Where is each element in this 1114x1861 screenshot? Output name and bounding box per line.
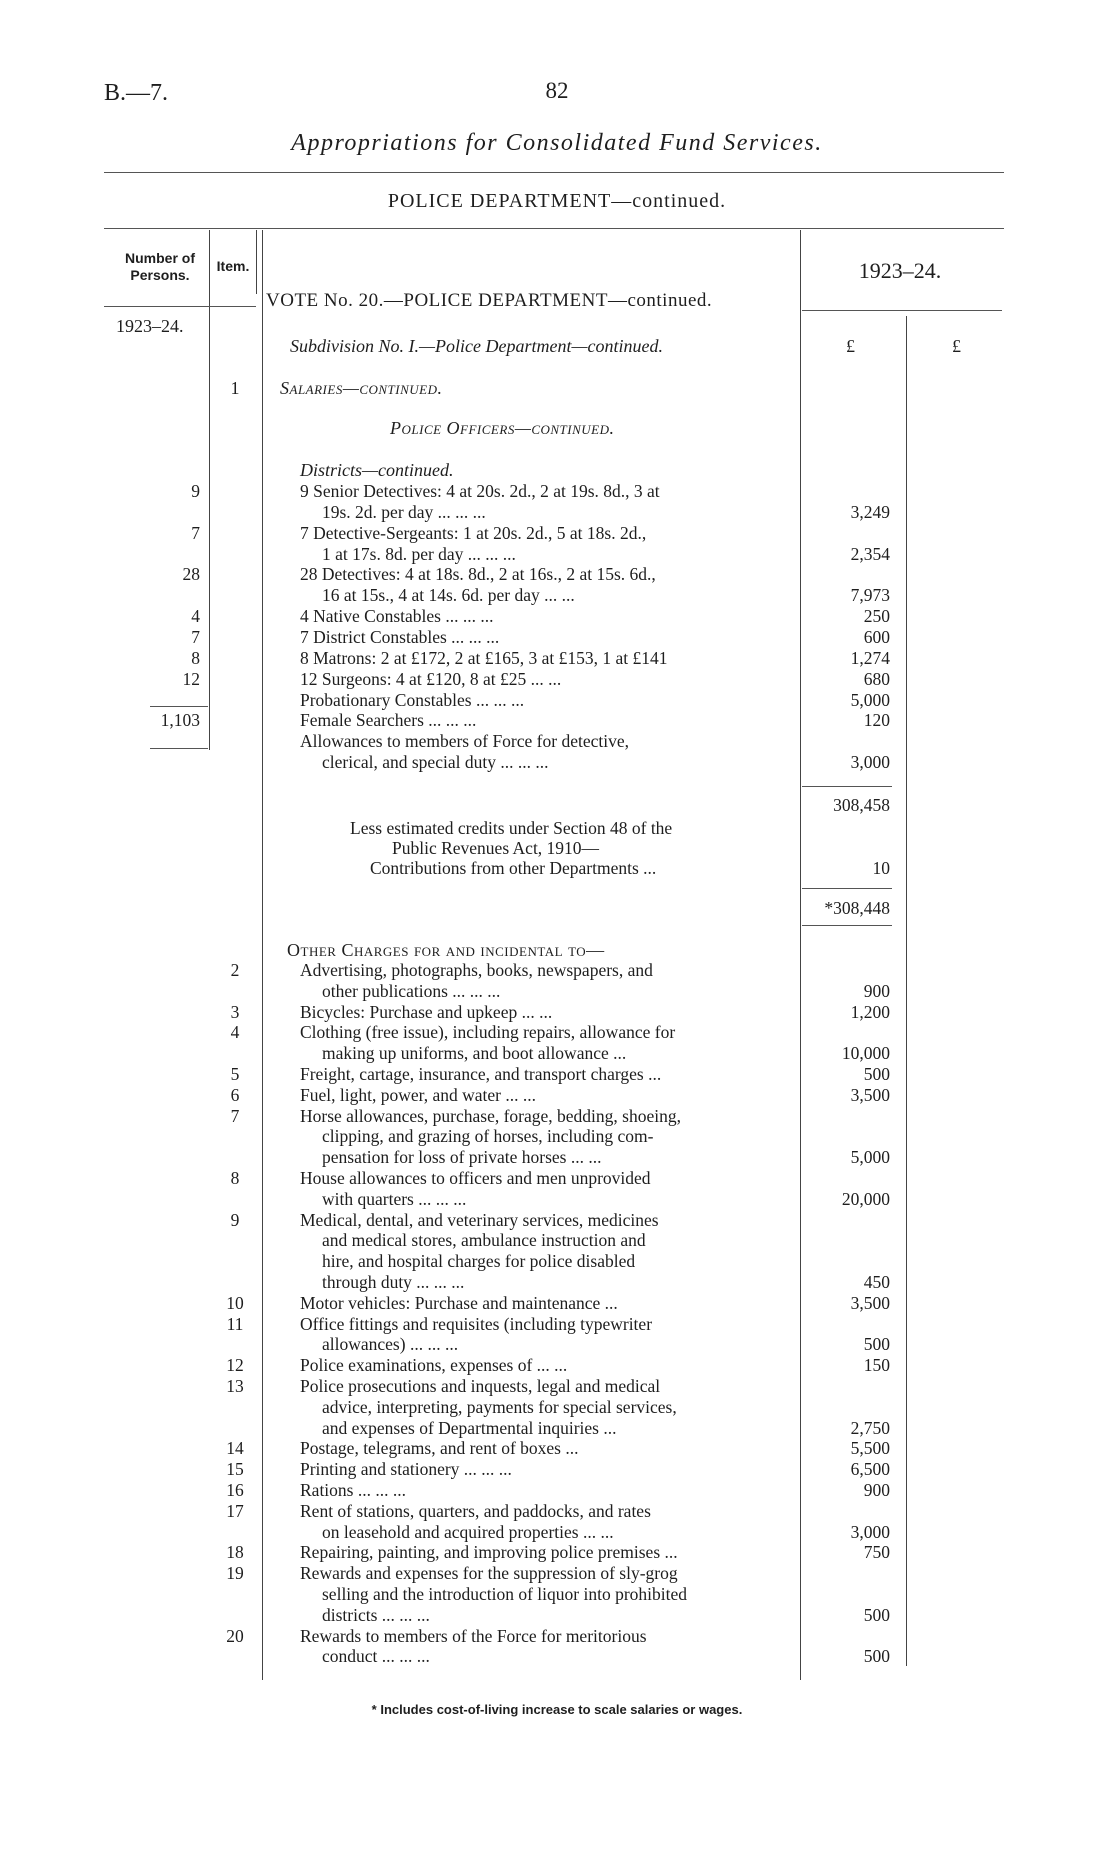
charge-row xyxy=(0,1126,1114,1146)
currency-symbol-2: £ xyxy=(952,336,961,356)
salary-description: 8 Matrons: 2 at £172, 2 at £165, 3 at £153, 1 at £141 xyxy=(300,647,668,668)
item-column-divider xyxy=(262,230,263,1680)
item-number: 16 xyxy=(226,1480,244,1500)
charge-row xyxy=(0,1314,1114,1334)
charge-row xyxy=(0,1563,1114,1583)
salaries-heading: Salaries—continued. xyxy=(280,378,443,398)
charge-row xyxy=(0,1230,1114,1250)
charge-row xyxy=(0,1480,1114,1500)
other-charges-heading: Other Charges for and incidental to— xyxy=(287,940,605,960)
charge-row xyxy=(0,1438,1114,1458)
charge-amount: 3,500 xyxy=(850,1084,890,1105)
charge-description: Postage, telegrams, and rent of boxes ... xyxy=(300,1438,579,1459)
charge-row xyxy=(0,1397,1114,1417)
charge-amount: 500 xyxy=(863,1064,890,1084)
salary-description: Allowances to members of Force for detective, xyxy=(300,731,629,752)
charge-description: Bicycles: Purchase and upkeep ... ... xyxy=(300,1001,553,1022)
charge-amount: 900 xyxy=(863,1480,890,1500)
salary-description: 12 Surgeons: 4 at £120, 8 at £25 ... ... xyxy=(300,668,562,689)
item-number: 10 xyxy=(226,1292,244,1313)
charge-description: Fuel, light, power, and water ... ... xyxy=(300,1084,536,1105)
salary-row xyxy=(0,523,1114,543)
salary-amount: 3,000 xyxy=(850,752,890,773)
charge-row xyxy=(0,1251,1114,1271)
less-credits-line-1: Less estimated credits under Section 48 of the xyxy=(350,818,673,838)
charge-amount: 3,500 xyxy=(850,1292,890,1313)
salary-amount: 3,249 xyxy=(850,501,890,522)
charge-row xyxy=(0,1522,1114,1542)
charge-row xyxy=(0,1355,1114,1375)
salary-row xyxy=(0,544,1114,564)
charge-row xyxy=(0,1022,1114,1042)
charge-description: Rewards to members of the Force for meritorious xyxy=(300,1625,647,1646)
persons-subtotal-rule xyxy=(150,706,208,707)
charge-row xyxy=(0,1106,1114,1126)
persons-total-rule xyxy=(150,748,208,749)
salary-row xyxy=(0,648,1114,668)
charge-amount: 5,000 xyxy=(850,1147,890,1168)
item-header-rule xyxy=(210,306,256,307)
salary-row xyxy=(0,627,1114,647)
item-number: 14 xyxy=(226,1438,244,1459)
charge-row xyxy=(0,1189,1114,1209)
salary-row xyxy=(0,606,1114,626)
charge-amount: 10,000 xyxy=(841,1043,890,1064)
subtotal-column-divider xyxy=(906,316,907,1666)
title-rule xyxy=(104,172,1004,173)
salary-amount: 600 xyxy=(863,626,890,647)
item-column-header: Item. xyxy=(216,258,250,274)
charge-description: clipping, and grazing of horses, including com- xyxy=(322,1126,654,1147)
charge-description: pensation for loss of private horses ... ... xyxy=(322,1147,602,1168)
salary-row xyxy=(0,710,1114,730)
item-number: 7 xyxy=(230,1105,240,1126)
item-number: 8 xyxy=(230,1168,240,1188)
salary-row xyxy=(0,564,1114,584)
item-number: 12 xyxy=(226,1355,244,1376)
charge-description: with quarters ... ... ... xyxy=(322,1188,467,1209)
charge-amount: 150 xyxy=(863,1355,890,1376)
salary-description: 7 Detective-Sergeants: 1 at 20s. 2d., 5 at 18s. 2d., xyxy=(300,522,647,543)
net-under-rule xyxy=(802,925,892,926)
persons-count: 1,103 xyxy=(160,710,200,731)
salary-description: 7 District Constables ... ... ... xyxy=(300,626,500,647)
persons-count: 7 xyxy=(191,626,200,647)
charge-row xyxy=(0,960,1114,980)
salary-amount: 250 xyxy=(863,606,890,627)
charge-description: Freight, cartage, insurance, and transport charges ... xyxy=(300,1064,662,1084)
charge-description: Advertising, photographs, books, newspapers, and xyxy=(300,960,653,980)
persons-year-label: 1923–24. xyxy=(116,316,184,336)
salary-amount: 1,274 xyxy=(850,647,890,668)
charge-description: districts ... ... ... xyxy=(322,1604,430,1625)
item-number: 2 xyxy=(230,960,240,980)
charge-row xyxy=(0,1043,1114,1063)
item-number: 19 xyxy=(226,1563,244,1584)
year-header-rule xyxy=(802,310,1002,311)
charge-amount: 1,200 xyxy=(850,1001,890,1022)
charge-amount: 2,750 xyxy=(850,1417,890,1438)
charge-description: Rent of stations, quarters, and paddocks, and rates xyxy=(300,1500,651,1521)
amount-column-divider xyxy=(800,230,801,1680)
subtotal-rule xyxy=(802,786,892,787)
charge-description: House allowances to officers and men unprovided xyxy=(300,1168,651,1188)
persons-count: 9 xyxy=(191,481,200,501)
charge-row xyxy=(0,1418,1114,1438)
salary-description: Probationary Constables ... ... ... xyxy=(300,689,525,710)
charge-description: on leasehold and acquired properties ... ... xyxy=(322,1521,614,1542)
subdivision-heading xyxy=(290,336,663,357)
salary-description: 9 Senior Detectives: 4 at 20s. 2d., 2 at 19s. 8d., 3 at xyxy=(300,481,660,501)
charge-row xyxy=(0,1376,1114,1396)
salary-description: 1 at 17s. 8d. per day ... ... ... xyxy=(322,543,516,564)
less-credits-line-3: Contributions from other Departments ... xyxy=(370,858,657,878)
charge-amount: 500 xyxy=(863,1604,890,1625)
charge-row xyxy=(0,1584,1114,1604)
charge-amount: 3,000 xyxy=(850,1521,890,1542)
report-reference: B.—7. xyxy=(104,80,169,106)
charge-amount: 450 xyxy=(863,1272,890,1292)
charge-row xyxy=(0,1646,1114,1666)
salary-amount: 680 xyxy=(863,668,890,689)
charge-description: Repairing, painting, and improving police premises ... xyxy=(300,1542,678,1563)
charge-amount: 5,500 xyxy=(850,1438,890,1459)
charge-row xyxy=(0,1168,1114,1188)
salary-description: 16 at 15s., 4 at 14s. 6d. per day ... ... xyxy=(322,585,575,606)
charge-description: selling and the introduction of liquor into prohibited xyxy=(322,1584,688,1604)
persons-count: 12 xyxy=(182,668,200,689)
persons-count: 28 xyxy=(182,564,200,585)
charge-description: Rewards and expenses for the suppression of sly-grog xyxy=(300,1563,678,1584)
vote-title: VOTE No. 20.—POLICE DEPARTMENT—continued. xyxy=(266,290,713,311)
charge-row xyxy=(0,1064,1114,1084)
charge-row xyxy=(0,1334,1114,1354)
charge-amount: 500 xyxy=(863,1646,890,1667)
charge-row xyxy=(0,1459,1114,1479)
charge-row xyxy=(0,1605,1114,1625)
salary-amount: 2,354 xyxy=(850,543,890,564)
charge-amount: 20,000 xyxy=(841,1188,890,1209)
salary-row xyxy=(0,752,1114,772)
table-top-rule xyxy=(104,228,1004,229)
charge-description: hire, and hospital charges for police disabled xyxy=(322,1251,636,1272)
charge-row xyxy=(0,981,1114,1001)
charge-description: and expenses of Departmental inquiries ... xyxy=(322,1417,617,1438)
item-number: 3 xyxy=(230,1001,240,1022)
item-number: 20 xyxy=(226,1625,244,1646)
net-total: *308,448 xyxy=(824,898,890,918)
districts-heading: Districts—continued. xyxy=(300,460,454,480)
item-number: 5 xyxy=(230,1064,240,1084)
salary-row xyxy=(0,481,1114,501)
charge-amount: 750 xyxy=(863,1542,890,1563)
page-number: 82 xyxy=(545,78,569,103)
persons-column-header: Number of Persons. xyxy=(125,250,195,283)
charge-description: Clothing (free issue), including repairs, allowance for xyxy=(300,1022,676,1043)
credits-amount: 10 xyxy=(872,858,890,878)
net-rule xyxy=(802,888,892,889)
charge-row xyxy=(0,1085,1114,1105)
persons-count: 7 xyxy=(191,522,200,543)
item-number: 17 xyxy=(226,1500,244,1521)
charge-description: Horse allowances, purchase, forage, bedding, shoeing, xyxy=(300,1105,681,1126)
persons-header-rule xyxy=(104,306,210,307)
footnote: * Includes cost-of-living increase to scale salaries or wages. xyxy=(371,1702,743,1717)
salary-row xyxy=(0,669,1114,689)
salary-description: 19s. 2d. per day ... ... ... xyxy=(322,501,486,522)
charge-description: Medical, dental, and veterinary services, medicines xyxy=(300,1209,659,1230)
item-number: 11 xyxy=(226,1313,244,1334)
charge-row xyxy=(0,1501,1114,1521)
charge-row xyxy=(0,1293,1114,1313)
charge-row xyxy=(0,1002,1114,1022)
charge-amount: 900 xyxy=(863,980,890,1001)
currency-symbol-1: £ xyxy=(846,336,855,356)
charge-row xyxy=(0,1626,1114,1646)
item-number: 4 xyxy=(230,1022,240,1043)
persons-column-divider xyxy=(209,230,210,750)
item-header-divider xyxy=(256,230,257,294)
charge-row xyxy=(0,1210,1114,1230)
charge-description: Rations ... ... ... xyxy=(300,1480,406,1500)
department-heading: POLICE DEPARTMENT—continued. xyxy=(387,190,727,212)
police-officers-heading: Police Officers—continued. xyxy=(390,418,615,438)
salary-description: clerical, and special duty ... ... ... xyxy=(322,752,549,773)
item-number: 13 xyxy=(226,1376,244,1396)
gross-total: 308,458 xyxy=(833,795,890,815)
salary-description: 28 Detectives: 4 at 18s. 8d., 2 at 16s., 2 at 15s. 6d., xyxy=(300,564,656,585)
salary-description: 4 Native Constables ... ... ... xyxy=(300,606,494,627)
charge-row xyxy=(0,1147,1114,1167)
charge-row xyxy=(0,1272,1114,1292)
item-number: 9 xyxy=(230,1209,240,1230)
item-number: 15 xyxy=(226,1459,244,1480)
year-column-header: 1923–24. xyxy=(858,258,942,283)
charge-description: Office fittings and requisites (including typewriter xyxy=(300,1313,653,1334)
page-title: Appropriations for Consolidated Fund Services. xyxy=(291,130,823,156)
salary-amount: 120 xyxy=(863,710,890,731)
subdivision-text: Subdivision No. I.—Police Department—continued. xyxy=(290,336,663,356)
item-1-number: 1 xyxy=(230,378,240,398)
item-number: 6 xyxy=(230,1084,240,1105)
charge-description: advice, interpreting, payments for special services, xyxy=(322,1396,677,1417)
salary-row xyxy=(0,502,1114,522)
charge-description: Motor vehicles: Purchase and maintenance ... xyxy=(300,1292,618,1313)
persons-count: 4 xyxy=(191,606,200,627)
charge-description: Police prosecutions and inquests, legal and medical xyxy=(300,1376,661,1396)
salary-amount: 7,973 xyxy=(850,585,890,606)
charge-description: conduct ... ... ... xyxy=(322,1646,430,1667)
salary-description: Female Searchers ... ... ... xyxy=(300,710,477,731)
charge-row xyxy=(0,1542,1114,1562)
charge-description: Police examinations, expenses of ... ... xyxy=(300,1355,568,1376)
item-number: 18 xyxy=(226,1542,244,1563)
charge-description: other publications ... ... ... xyxy=(322,980,501,1001)
charge-description: through duty ... ... ... xyxy=(322,1272,465,1292)
charge-amount: 6,500 xyxy=(850,1459,890,1480)
charge-amount: 500 xyxy=(863,1334,890,1355)
less-credits-line-2: Public Revenues Act, 1910— xyxy=(392,838,600,858)
charge-description: and medical stores, ambulance instruction and xyxy=(322,1230,646,1251)
charge-description: Printing and stationery ... ... ... xyxy=(300,1459,512,1480)
salary-amount: 5,000 xyxy=(850,689,890,710)
persons-count: 8 xyxy=(191,647,200,668)
salary-row xyxy=(0,585,1114,605)
charge-description: making up uniforms, and boot allowance ... xyxy=(322,1043,627,1064)
charge-description: allowances) ... ... ... xyxy=(322,1334,459,1355)
